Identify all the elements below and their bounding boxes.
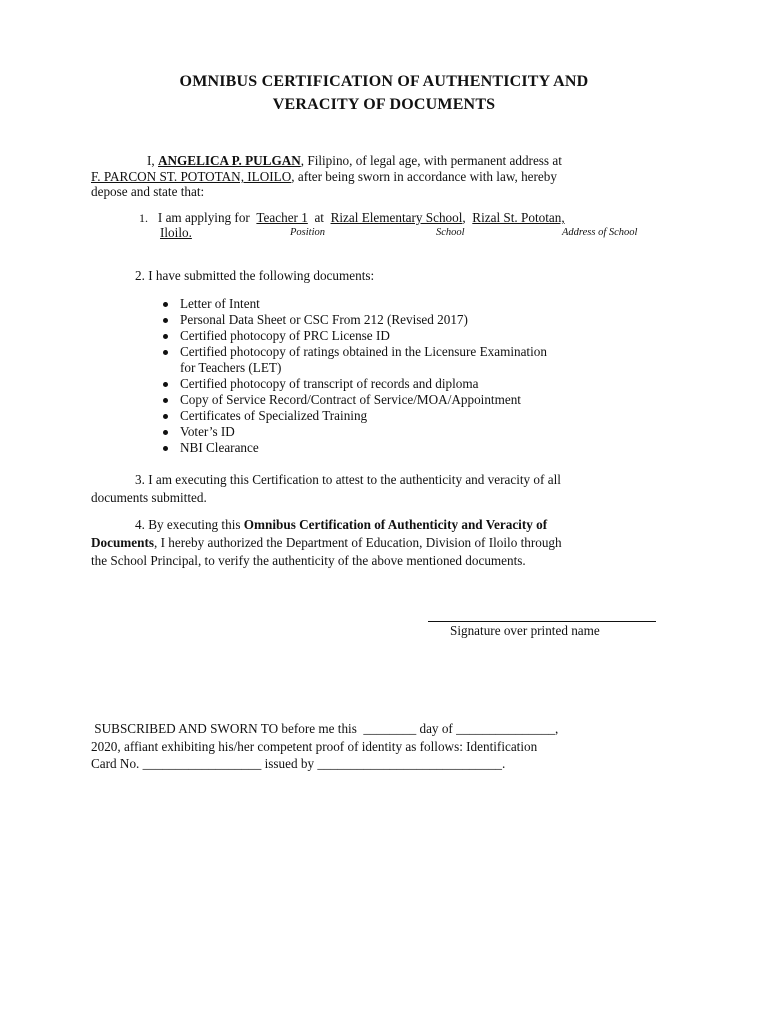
jurat-line-1: SUBSCRIBED AND SWORN TO before me this ________ day of _______________, <box>91 721 559 736</box>
item-3-line-1: 3. I am executing this Certification to attest to the authenticity and veracity of all <box>135 472 561 487</box>
bullet-icon <box>163 318 168 323</box>
caption-position: Position <box>290 227 326 238</box>
document-label: Personal Data Sheet or CSC From 212 (Revised 2017) <box>180 312 468 327</box>
bullet-icon <box>163 302 168 307</box>
document-label: Certified photocopy of ratings obtained in the Licensure Examination <box>180 344 547 359</box>
bullet-icon <box>163 382 168 387</box>
intro-line-1 <box>147 153 562 169</box>
bullet-icon <box>163 350 168 355</box>
bullet-icon <box>163 446 168 451</box>
document-label: Letter of Intent <box>180 296 260 311</box>
item-4-line-2 <box>91 535 562 551</box>
list-item <box>160 312 547 328</box>
list-item <box>160 392 547 408</box>
list-item <box>160 424 547 440</box>
intro-line-3: depose and state that: <box>91 184 205 199</box>
bullet-icon <box>163 398 168 403</box>
intro-after-address: , after being sworn in accordance with law, hereby <box>291 169 557 184</box>
document-label: Copy of Service Record/Contract of Service/MOA/Appointment <box>180 392 521 407</box>
signature-line <box>428 621 656 622</box>
document-label: NBI Clearance <box>180 440 259 455</box>
applied-position: Teacher 1 <box>256 210 308 225</box>
document-label: Certified photocopy of PRC License ID <box>180 328 390 343</box>
bullet-icon <box>163 334 168 339</box>
affiant-address: F. PARCON ST. POTOTAN, ILOILO <box>91 169 292 184</box>
list-item <box>160 440 547 456</box>
list-item <box>160 328 547 344</box>
jurat-line-2: 2020, affiant exhibiting his/her competent proof of identity as follows: Identification <box>91 739 538 754</box>
document-title-line-2: VERACITY OF DOCUMENTS <box>272 96 496 113</box>
document-label: Certificates of Specialized Training <box>180 408 368 423</box>
list-item-continuation <box>160 360 547 376</box>
item-1-lead: I am applying for <box>157 210 250 225</box>
bullet-icon <box>163 414 168 419</box>
item-4-bold-2: Documents <box>91 535 155 550</box>
item-4-line-3: the School Principal, to verify the authenticity of the above mentioned documents. <box>91 553 526 568</box>
intro-prefix: I, <box>147 153 158 168</box>
document-label: Voter’s ID <box>180 424 235 439</box>
item-1-comma: , <box>462 210 466 225</box>
item-1-line-1 <box>139 210 565 226</box>
intro-line-2 <box>91 169 557 185</box>
jurat-line-3: Card No. __________________ issued by ____________________________. <box>91 756 506 771</box>
school-address-part-2: Iloilo. <box>160 225 192 240</box>
affiant-name: ANGELICA P. PULGAN <box>158 153 301 168</box>
bullet-icon <box>163 430 168 435</box>
document-title-line-1: OMNIBUS CERTIFICATION OF AUTHENTICITY AND <box>179 73 589 90</box>
item-4-line-1 <box>135 517 547 533</box>
document-label: Certified photocopy of transcript of records and diploma <box>180 376 479 391</box>
applied-school: Rizal Elementary School <box>330 210 463 225</box>
list-item <box>160 344 547 360</box>
school-address-part-1: Rizal St. Pototan, <box>472 210 565 225</box>
document-label: for Teachers (LET) <box>180 360 282 375</box>
caption-school: School <box>436 227 465 238</box>
item-4-rest: , I hereby authorized the Department of Education, Division of Iloilo through <box>154 535 562 550</box>
item-2-text: 2. I have submitted the following documents: <box>135 268 375 283</box>
signature-label: Signature over printed name <box>450 623 600 638</box>
list-item <box>160 296 547 312</box>
item-1-at: at <box>314 210 324 225</box>
caption-address-of-school: Address of School <box>562 227 638 238</box>
intro-after-name: , Filipino, of legal age, with permanent address at <box>300 153 562 168</box>
submitted-documents-list <box>160 296 547 456</box>
item-4-prefix: 4. By executing this <box>135 517 244 532</box>
list-item <box>160 408 547 424</box>
item-1-number: 1. <box>139 211 148 225</box>
item-3-line-2: documents submitted. <box>91 490 207 505</box>
item-4-bold-1: Omnibus Certification of Authenticity and Veracity of <box>243 517 548 532</box>
list-item <box>160 376 547 392</box>
